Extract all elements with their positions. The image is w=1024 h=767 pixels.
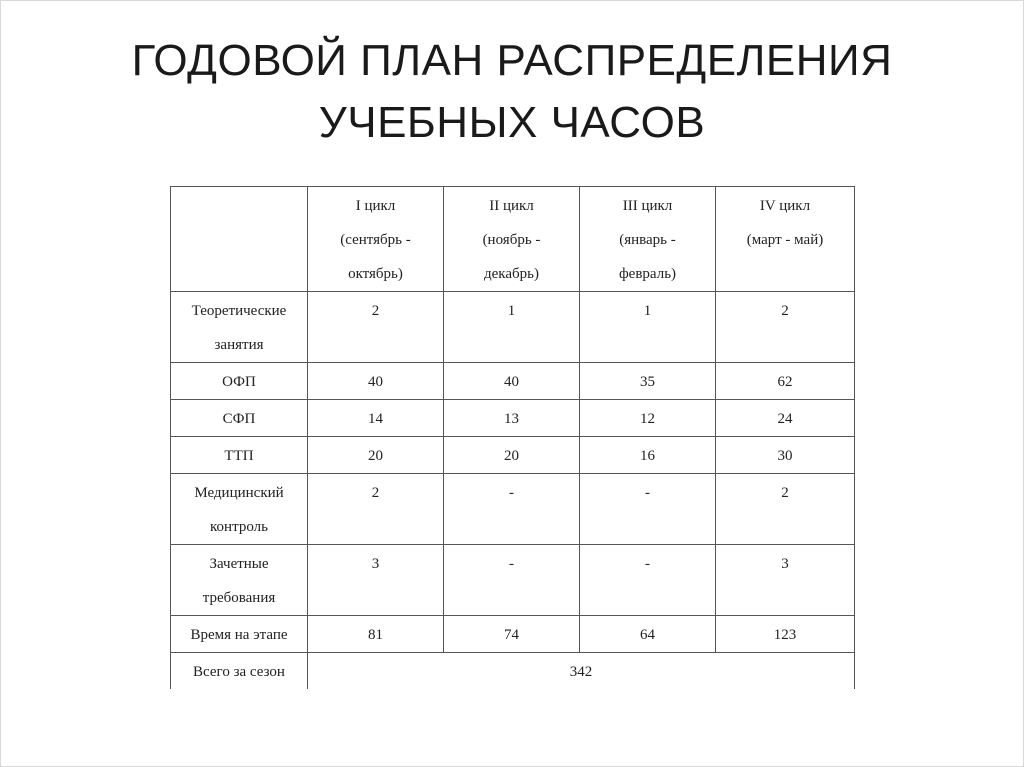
hours-plan-table [170, 186, 855, 689]
row-label [171, 545, 308, 616]
header-text: II цикл [489, 198, 534, 214]
table-row [171, 292, 855, 363]
table-header-row [171, 187, 855, 292]
table-cell: 14 [308, 400, 444, 437]
title-line-1: ГОДОВОЙ ПЛАН РАСПРЕДЕЛЕНИЯ [131, 36, 893, 85]
table-cell: 16 [580, 437, 716, 474]
table-row [171, 400, 855, 437]
table-cell: 3 [308, 545, 444, 616]
table-row [171, 437, 855, 474]
header-cell-cycle-3 [580, 187, 716, 292]
row-label-text: требования [202, 590, 276, 606]
table-cell: 2 [308, 292, 444, 363]
table-cell: 24 [716, 400, 855, 437]
table-cell: 123 [716, 616, 855, 653]
header-text: февраль) [618, 266, 677, 282]
row-label-text: Медицинский [194, 485, 284, 501]
header-text: IV цикл [759, 198, 811, 214]
table-cell: 2 [716, 474, 855, 545]
row-label-text: занятия [214, 337, 264, 353]
header-cell-cycle-1 [308, 187, 444, 292]
row-label-text: Зачетные [209, 556, 269, 572]
table-row [171, 616, 855, 653]
table-total-row [171, 653, 855, 690]
table-cell: - [580, 474, 716, 545]
header-cell-cycle-2 [444, 187, 580, 292]
total-value: 342 [308, 653, 855, 690]
title-line-2: УЧЕБНЫХ ЧАСОВ [318, 98, 706, 147]
table-cell: 1 [444, 292, 580, 363]
header-text: (январь - [619, 232, 676, 248]
header-text: октябрь) [348, 266, 403, 282]
table-row [171, 474, 855, 545]
table-cell: 12 [580, 400, 716, 437]
row-label: СФП [171, 400, 308, 437]
header-cell-empty [171, 187, 308, 292]
total-label: Всего за сезон [171, 653, 308, 690]
table-cell: 40 [444, 363, 580, 400]
table-cell: 1 [580, 292, 716, 363]
table-cell: - [580, 545, 716, 616]
header-text: I цикл [355, 198, 396, 214]
table-cell: 64 [580, 616, 716, 653]
table-cell: 62 [716, 363, 855, 400]
table-cell: 2 [716, 292, 855, 363]
table-cell: 81 [308, 616, 444, 653]
header-text: (март - май) [746, 232, 824, 248]
row-label [171, 474, 308, 545]
table-row [171, 545, 855, 616]
row-label: Время на этапе [171, 616, 308, 653]
header-text: III цикл [622, 198, 673, 214]
table-cell: 20 [444, 437, 580, 474]
table-cell: 40 [308, 363, 444, 400]
row-label: ТТП [171, 437, 308, 474]
row-label [171, 292, 308, 363]
header-text: декабрь) [484, 266, 539, 282]
table-cell: 3 [716, 545, 855, 616]
table-cell: 20 [308, 437, 444, 474]
table-cell: 35 [580, 363, 716, 400]
table-cell: - [444, 474, 580, 545]
table-cell: 30 [716, 437, 855, 474]
row-label: ОФП [171, 363, 308, 400]
table-row [171, 363, 855, 400]
header-text: (сентябрь - [340, 232, 411, 248]
row-label-text: Теоретические [191, 303, 287, 319]
table-cell: 74 [444, 616, 580, 653]
table-cell: - [444, 545, 580, 616]
table-cell: 13 [444, 400, 580, 437]
header-text: (ноябрь - [482, 232, 541, 248]
page-title [60, 30, 964, 154]
header-cell-cycle-4 [716, 187, 855, 292]
table-cell: 2 [308, 474, 444, 545]
row-label-text: контроль [210, 519, 268, 535]
